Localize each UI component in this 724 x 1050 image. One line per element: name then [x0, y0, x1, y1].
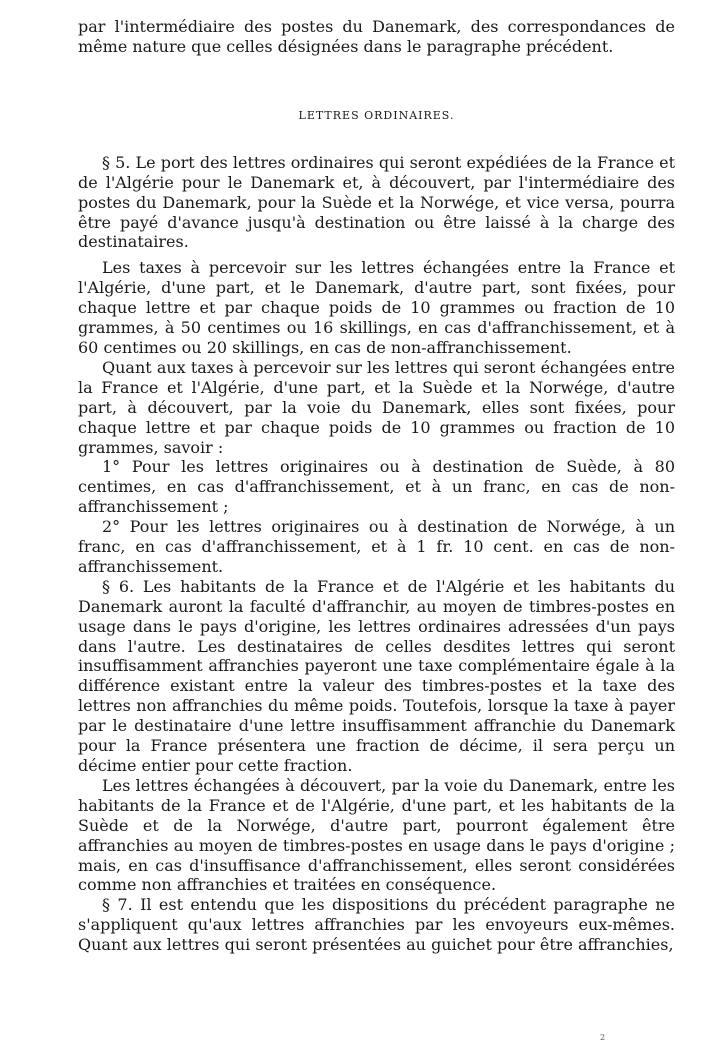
opening-paragraph: par l'intermédiaire des postes du Danemark, des correspondances de même nature que celles désignées dans le paragraphe précédent. — [78, 17, 675, 56]
paragraph-5-item-2: 2° Pour les lettres originaires ou à destination de Norwége, à un franc, en cas d'affranchissement, et à 1 fr. 10 cent. en cas de non-affranchissement. — [78, 517, 675, 576]
paragraph-5-sweden-norway: Quant aux taxes à percevoir sur les lettres qui seront échangées entre la France et l'Algérie, d'une part, et la Suède et la Norwége, d'autre part, à découvert, par la voie du Danemark, elles sont fixées, pour chaque lettre et par chaque poids de 10 grammes ou fraction de 10 grammes, savoir : — [78, 357, 675, 457]
document-page — [78, 17, 675, 955]
paragraph-7: § 7. Il est entendu que les dispositions du précédent paragraphe ne s'appliquent qu'aux lettres affranchies par les envoyeurs eux-mêmes. Quant aux lettres qui seront présentées au guichet pour être affranchies, — [78, 895, 675, 955]
paragraph-6-transit: Les lettres échangées à découvert, par la voie du Danemark, entre les habitants de la France et de l'Algérie, d'une part, et les habitants de la Suède et de la Norwége, d'autre part, pourront également être affranchies au moyen de timbres-postes en usage dans le pays d'origine ; mais, en cas d'insuffisance d'affranchissement, elles seront considérées comme non affranchies et traitées en conséquence. — [78, 775, 675, 895]
paragraph-6: § 6. Les habitants de la France et de l'Algérie et les habitants du Danemark auront la faculté d'affranchir, au moyen de timbres-postes en usage dans le pays d'origine, les lettres ordinaires adressées d'un pays dans l'autre. Les destinataires de celles desdites lettres qui seront insuffisamment affranchies payeront une taxe complémentaire égale à la différence existant entre la valeur des timbres-postes et la taxe des lettres non affranchies du même poids. Toutefois, lorsque la taxe à payer par le destinataire d'une lettre insuffisamment affranchie du Danemark pour la France présentera une fraction de décime, il sera perçu un décime entier pour cette fraction. — [78, 576, 675, 775]
paragraph-5: § 5. Le port des lettres ordinaires qui seront expédiées de la France et de l'Algérie pour le Danemark et, à découvert, par l'intermédiaire des postes du Danemark, pour la Suède et la Norwége, et vice versa, pourra être payé d'avance jusqu'à destination ou être laissé à la charge des destinataires. — [78, 152, 675, 252]
section-title: LETTRES ORDINAIRES. — [298, 108, 455, 122]
paragraph-5-item-1: 1° Pour les lettres originaires ou à destination de Suède, à 80 centimes, en cas d'affranchissement, et à un franc, en cas de non-affranchissement ; — [78, 457, 675, 517]
paragraph-5-taxes: Les taxes à percevoir sur les lettres échangées entre la France et l'Algérie, d'une part, et le Danemark, d'autre part, sont fixées, pour chaque lettre et par chaque poids de 10 grammes ou fraction de 10 grammes, à 50 centimes ou 16 skillings, en cas d'affranchissement, et à 60 centimes ou 20 skillings, en cas de non-affranchissement. — [78, 258, 675, 357]
page-mark: 2 — [600, 1033, 606, 1042]
